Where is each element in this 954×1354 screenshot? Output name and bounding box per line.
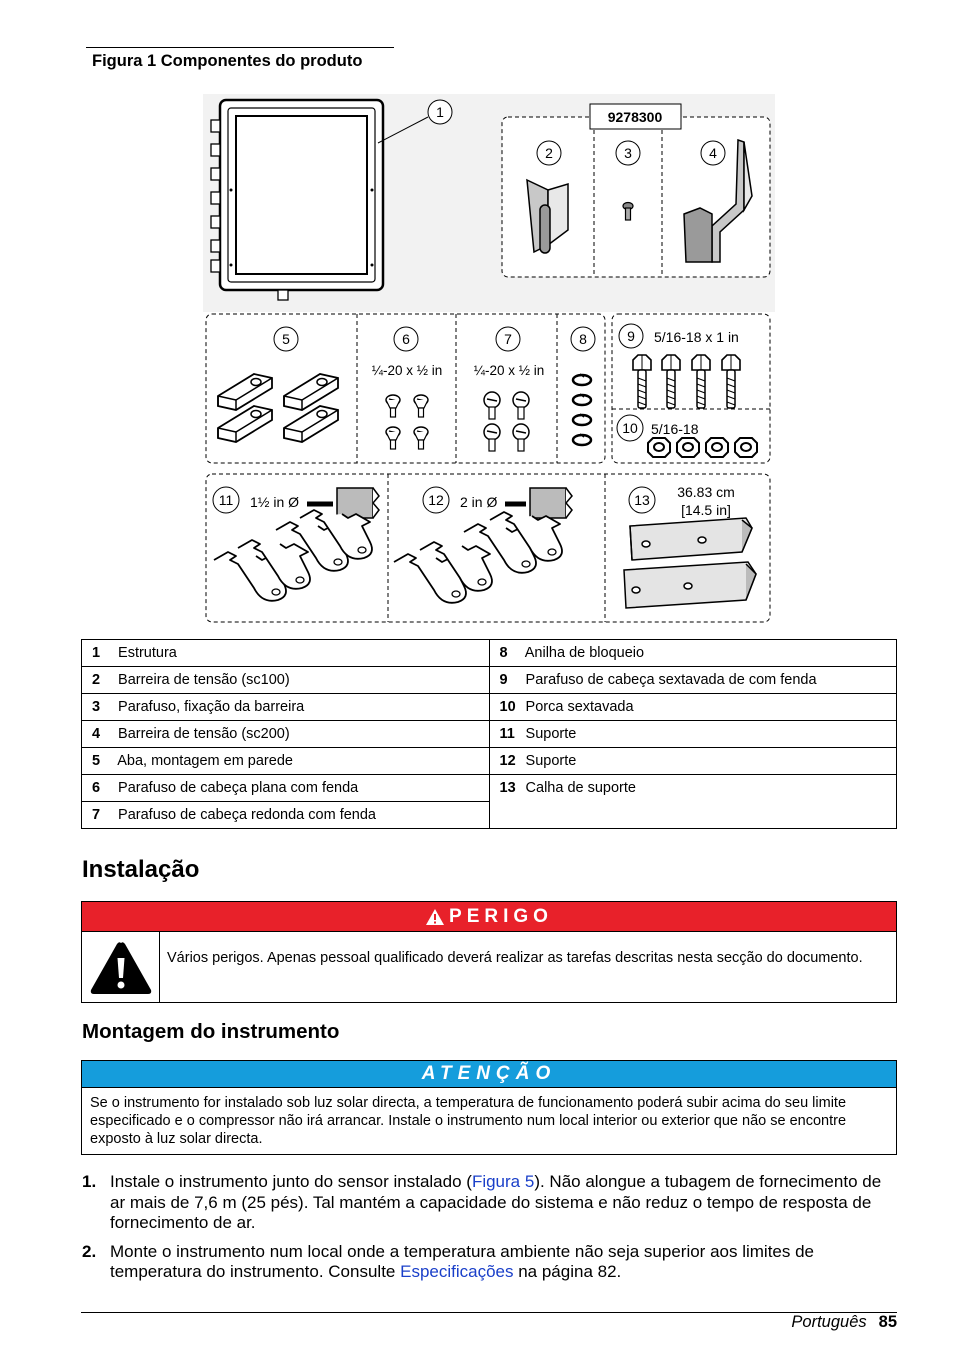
table-row (82, 640, 897, 667)
components-legend (81, 639, 897, 829)
callout-10: 10 (622, 420, 638, 436)
danger-icon-cell (82, 932, 160, 1003)
legend-cell: 10 Porca sextavada (489, 694, 897, 721)
callout-1: 1 (436, 104, 444, 120)
legend-cell: 12 Suporte (489, 748, 897, 775)
product-components-illustration (196, 92, 786, 627)
callout-5: 5 (282, 331, 290, 347)
legend-cell: 7 Parafuso de cabeça redonda com fenda (82, 802, 490, 829)
footer-rule (81, 1312, 897, 1313)
table-row (82, 721, 897, 748)
figure-caption-rule (86, 47, 394, 48)
page-footer (791, 1313, 897, 1332)
hex-nut-size: 5/16-18 (651, 421, 699, 437)
caution-text: Se o instrumento for instalado sob luz solar directa, a temperatura de funcionamento poderá subir acima do seu limite especificado e o compressor não irá arrancar. Instale o instrumento num local interior ou exterior que não se encontre exposto à luz solar directa. (90, 1095, 847, 1147)
callout-11: 11 (218, 492, 234, 508)
callout-8: 8 (579, 331, 587, 347)
installation-steps (82, 1172, 897, 1291)
danger-heading (82, 902, 896, 932)
specifications-link[interactable]: Especificações (400, 1262, 514, 1281)
footer-language: Português (791, 1313, 867, 1331)
legend-cell: 5 Aba, montagem em parede (82, 748, 490, 775)
table-row (82, 667, 897, 694)
step-number: 2. (82, 1241, 97, 1261)
legend-cell: 1 Estrutura (82, 640, 490, 667)
callout-3: 3 (624, 145, 632, 161)
rail-length-in: [14.5 in] (681, 502, 731, 518)
section-title: Instalação (82, 856, 200, 883)
round-screw-size: ¼-20 x ½ in (473, 363, 545, 378)
step-number: 1. (82, 1172, 97, 1191)
legend-cell: 6 Parafuso de cabeça plana com fenda (82, 775, 490, 802)
hex-bolt-size: 5/16-18 x 1 in (654, 329, 739, 345)
table-row (82, 694, 897, 721)
rail-length-cm: 36.83 cm (677, 484, 735, 500)
callout-7: 7 (504, 331, 512, 347)
callout-9: 9 (627, 328, 635, 344)
callout-6: 6 (402, 331, 410, 347)
legend-cell: 2 Barreira de tensão (sc100) (82, 667, 490, 694)
figure-caption: Figura 1 Componentes do produto (92, 52, 363, 70)
legend-cell: 13 Calha de suporte (489, 775, 897, 829)
subsection-title: Montagem do instrumento (82, 1020, 340, 1043)
legend-cell: 4 Barreira de tensão (sc200) (82, 721, 490, 748)
figure-5-link[interactable]: Figura 5 (471, 1172, 535, 1191)
callout-4: 4 (709, 145, 717, 161)
step-text: Monte o instrumento num local onde a temperatura ambiente não seja superior aos limites de temperatura do instrumento. Consulte Especificações na página 82. (110, 1241, 814, 1281)
callout-13: 13 (634, 492, 650, 508)
legend-cell: 11 Suporte (489, 721, 897, 748)
caution-heading-text: ATENÇÃO (421, 1063, 557, 1084)
warning-icon (89, 940, 153, 996)
bracket-11-diameter: 1½ in Ø (250, 494, 300, 510)
kit-number: 9278300 (607, 109, 663, 125)
caution-notice (81, 1060, 897, 1155)
table-row (82, 775, 897, 802)
danger-heading-text: PERIGO (449, 905, 553, 927)
caution-heading (82, 1061, 896, 1088)
legend-cell: 3 Parafuso, fixação da barreira (82, 694, 490, 721)
warning-triangle-icon (425, 908, 445, 926)
callout-2: 2 (545, 145, 553, 161)
danger-notice (81, 901, 897, 1003)
table-row (82, 748, 897, 775)
list-item (82, 1242, 897, 1283)
bracket-12-diameter: 2 in Ø (460, 494, 498, 510)
legend-cell: 9 Parafuso de cabeça sextavada de com fenda (489, 667, 897, 694)
page-number: 85 (878, 1313, 897, 1331)
danger-text: Vários perigos. Apenas pessoal qualificado deverá realizar as tarefas descritas nesta secção do documento. (167, 950, 863, 966)
flat-screw-size: ¼-20 x ½ in (371, 363, 443, 378)
list-item (82, 1172, 897, 1234)
callout-12: 12 (428, 492, 444, 508)
legend-cell: 8 Anilha de bloqueio (489, 640, 897, 667)
step-text: Instale o instrumento junto do sensor instalado (Figura 5). Não alongue a tubagem de fornecimento de ar mais de 7,6 m (25 pés). Tal mantém a capacidade do sistema e não reduz o tempo de resposta de fornecimento de ar. (110, 1172, 882, 1232)
